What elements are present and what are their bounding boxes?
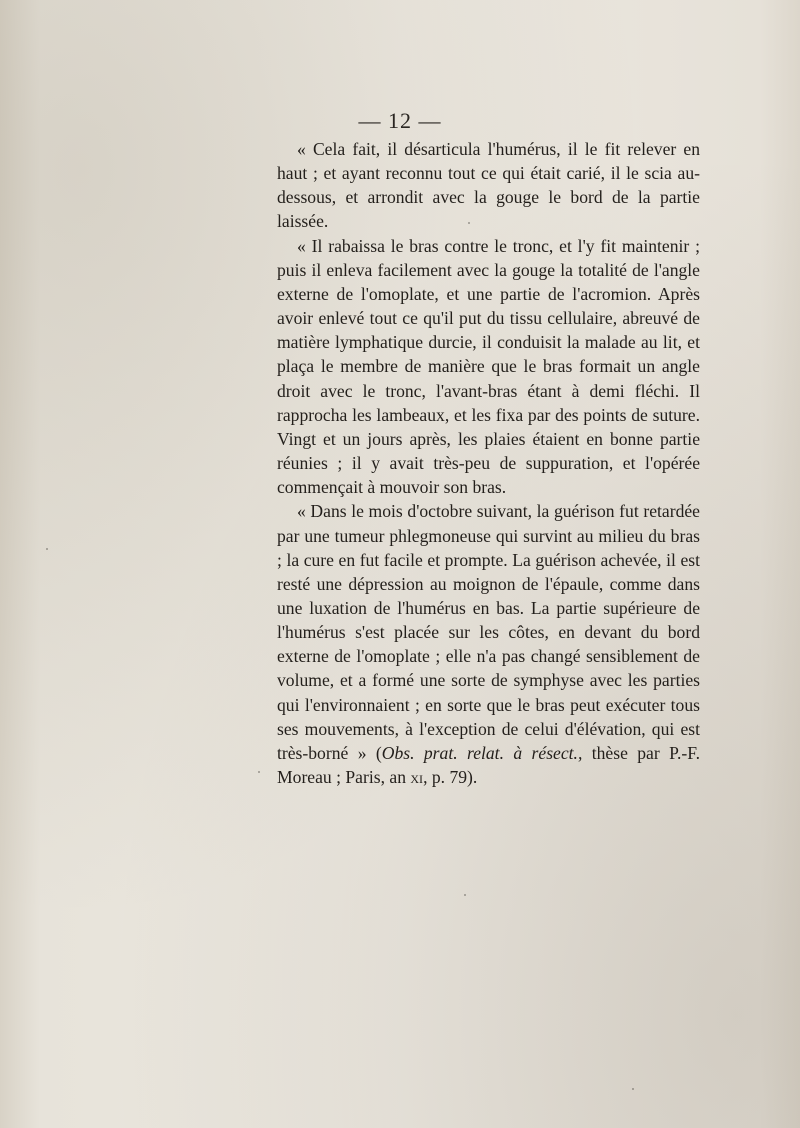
paper-speck [464, 894, 466, 896]
paper-speck [468, 222, 470, 224]
page-number: — 12 — [358, 108, 442, 133]
paragraph-3 [277, 499, 700, 789]
citation-year: xi [410, 767, 424, 788]
paper-speck [258, 771, 260, 773]
paragraph-2: « Il rabaissa le bras contre le tronc, et l'y fit maintenir ; puis il enleva facilement avec la gouge la totalité de l'angle externe de l'omoplate, et une partie de l'acromion. Après avoir enlevé tout ce qu'il put du tissu cellulaire, abreuvé de matière lymphatique durcie, il conduisit la malade au lit, et plaça le membre de manière que le bras formait un angle droit avec le tronc, l'avant-bras étant à demi fléchi. Il rapprocha les lambeaux, et les fixa par des points de suture. Vingt et un jours après, les plaies étaient en bonne partie réunies ; il y avait très-peu de suppuration, et l'opérée commençait à mouvoir son bras. [277, 235, 700, 498]
body-text [277, 137, 700, 789]
paper-speck [632, 1088, 634, 1090]
citation-author: thèse par P.-F. Moreau ; Paris, an [277, 742, 700, 788]
paper-speck [613, 292, 615, 294]
citation-page: , p. 79). [423, 767, 478, 788]
paragraph-3-text: « Dans le mois d'octobre suivant, la guérison fut retardée par une tumeur phlegmoneuse qui survint au milieu du bras ; la cure en fut facile et prompte. La guérison achevée, il est resté une dépression au moignon de l'épaule, comme dans une luxation de l'humérus en bas. La partie supérieure de l'humérus s'est placée sur les côtes, en devant du bord externe de l'omoplate ; elle n'a pas changé sensiblement de volume, et a formé une sorte de symphyse avec les parties qui l'environnaient ; en sorte que le bras peut exécuter tous ses mouvements, à l'exception de celui d'élévation, qui est très-borné » ( [277, 501, 700, 763]
citation-title: Obs. prat. relat. à résect., [381, 742, 583, 763]
paper-speck [46, 548, 48, 550]
paragraph-1: « Cela fait, il désarticula l'humérus, il le fit relever en haut ; et ayant reconnu tout ce qui était carié, il le scia au-dessous, et arrondit avec la gouge le bord de la partie laissée. [277, 139, 700, 232]
